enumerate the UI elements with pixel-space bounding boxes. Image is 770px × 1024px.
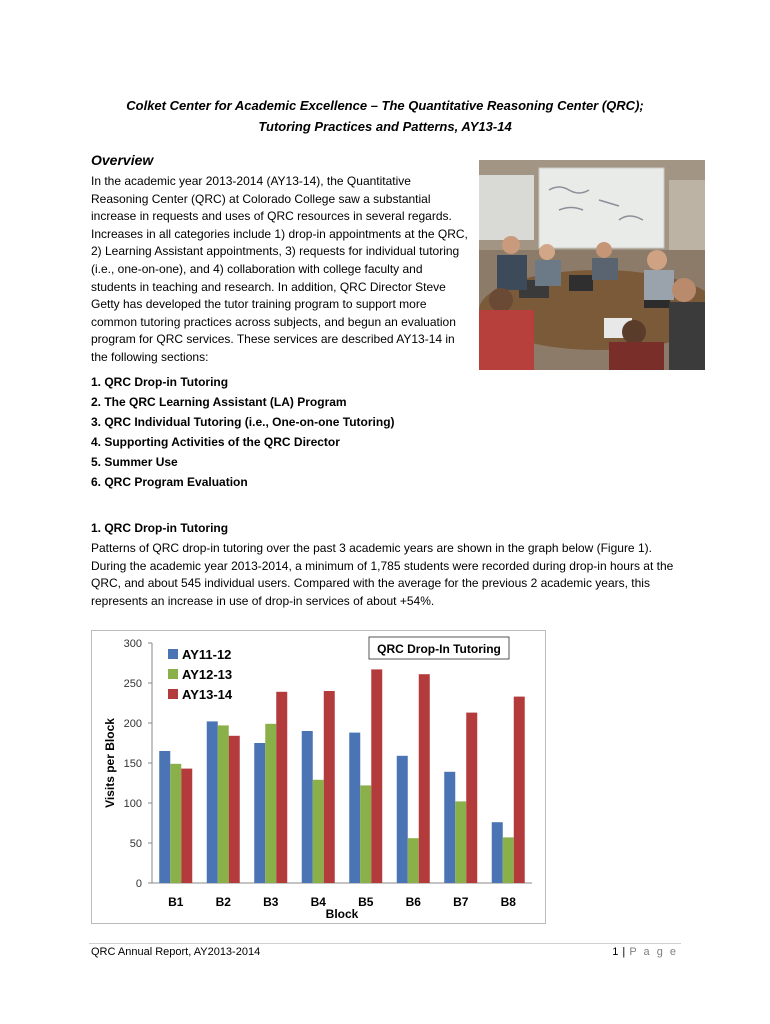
- x-tick-label: B4: [310, 895, 326, 909]
- bar-ay12-13-b5: [360, 785, 371, 883]
- footer-divider: [89, 943, 681, 944]
- bar-ay12-13-b3: [265, 724, 276, 883]
- x-tick-label: B3: [263, 895, 279, 909]
- legend-label: AY11-12: [182, 647, 232, 662]
- bar-ay13-14-b3: [276, 692, 287, 883]
- bar-ay12-13-b8: [503, 837, 514, 883]
- bar-ay13-14-b4: [324, 691, 335, 883]
- document-title: [60, 95, 710, 137]
- x-tick-label: B5: [358, 895, 374, 909]
- bar-ay13-14-b6: [419, 674, 430, 883]
- y-tick-label: 200: [123, 718, 142, 730]
- bar-ay12-13-b7: [455, 801, 466, 883]
- bar-ay12-13-b4: [313, 780, 324, 883]
- section-list-item: 2. The QRC Learning Assistant (LA) Program: [91, 395, 347, 409]
- x-tick-label: B2: [215, 895, 231, 909]
- bar-ay11-12-b2: [207, 721, 218, 883]
- bar-ay11-12-b3: [254, 743, 265, 883]
- title-line-1: Colket Center for Academic Excellence – The Quantitative Reasoning Center (QRC);: [126, 98, 644, 113]
- y-tick-label: 300: [123, 638, 142, 650]
- bar-ay11-12-b5: [349, 733, 360, 883]
- overview-heading: Overview: [91, 152, 154, 168]
- bar-ay12-13-b2: [218, 725, 229, 883]
- x-tick-label: B6: [405, 895, 421, 909]
- legend-label: AY12-13: [182, 667, 233, 682]
- y-tick-label: 50: [129, 838, 142, 850]
- section-list-item: 6. QRC Program Evaluation: [91, 475, 248, 489]
- bar-ay13-14-b2: [229, 736, 240, 883]
- tutoring-photo: [479, 160, 705, 370]
- chart-title: QRC Drop-In Tutoring: [377, 642, 501, 656]
- bar-ay13-14-b8: [514, 697, 525, 883]
- section1-paragraph: Patterns of QRC drop-in tutoring over the past 3 academic years are shown in the graph below (Figure 1). During the academic year 2013-2014, a minimum of 1,785 students were recorded during drop-in hours at the QRC, and about 545 individual users. Compared with the average for the previous 2 academic years, this represents an increase in use of drop-in services of about +54%.: [91, 541, 674, 608]
- section-list-item: 4. Supporting Activities of the QRC Director: [91, 435, 340, 449]
- bar-ay12-13-b1: [170, 764, 181, 883]
- overview-paragraph: In the academic year 2013-2014 (AY13-14), the Quantitative Reasoning Center (QRC) at Colorado College saw a substantial increase in requests and uses of QRC resources in several regards. Increases in all categories include 1) drop-in appointments at the QRC, 2) Learning Assistant appointments, 3) requests for individual tutoring (i.e., one-on-one), and 4) collaboration with college faculty and students in teaching and research. In addition, QRC Director Steve Getty has developed the tutor training program to support more common tutoring practices across subjects, and begun an evaluation program for QRC services. These services are described AY13-14 in the following sections:: [91, 174, 468, 364]
- y-tick-label: 100: [123, 798, 142, 810]
- bar-ay11-12-b7: [444, 772, 455, 883]
- section1-heading: 1. QRC Drop-in Tutoring: [91, 521, 229, 535]
- title-line-2: Tutoring Practices and Patterns, AY13-14: [258, 119, 512, 134]
- page-number: 1: [612, 946, 619, 958]
- bar-ay13-14-b7: [466, 713, 477, 883]
- y-tick-label: 150: [123, 758, 142, 770]
- section-list-item: 5. Summer Use: [91, 455, 178, 469]
- bar-ay13-14-b5: [371, 669, 382, 883]
- section-list: [91, 372, 395, 492]
- bar-ay11-12-b1: [159, 751, 170, 883]
- x-axis-label: Block: [325, 907, 359, 921]
- tutoring-photo-image: [479, 160, 705, 370]
- bar-ay11-12-b8: [492, 822, 503, 883]
- section-list-item: 1. QRC Drop-in Tutoring: [91, 375, 229, 389]
- x-tick-label: B1: [168, 895, 184, 909]
- footer-report-name: QRC Annual Report, AY2013-2014: [91, 946, 261, 958]
- drop-in-chart-svg: [92, 631, 545, 923]
- legend-swatch-ay13-14: [168, 689, 178, 699]
- legend-label: AY13-14: [182, 687, 233, 702]
- legend-swatch-ay12-13: [168, 669, 178, 679]
- bar-ay11-12-b4: [302, 731, 313, 883]
- bar-ay12-13-b6: [408, 838, 419, 883]
- x-tick-label: B8: [500, 895, 516, 909]
- footer-page-number: [612, 946, 678, 958]
- page-separator: |: [622, 946, 626, 958]
- bar-ay13-14-b1: [181, 769, 192, 883]
- bar-ay11-12-b6: [397, 756, 408, 883]
- y-axis-label: Visits per Block: [103, 718, 117, 808]
- y-tick-label: 0: [135, 878, 142, 890]
- page-label: P a g e: [629, 946, 678, 958]
- x-tick-label: B7: [453, 895, 469, 909]
- legend-swatch-ay11-12: [168, 649, 178, 659]
- drop-in-chart: [91, 630, 546, 924]
- section-list-item: 3. QRC Individual Tutoring (i.e., One-on-one Tutoring): [91, 415, 395, 429]
- y-tick-label: 250: [123, 678, 142, 690]
